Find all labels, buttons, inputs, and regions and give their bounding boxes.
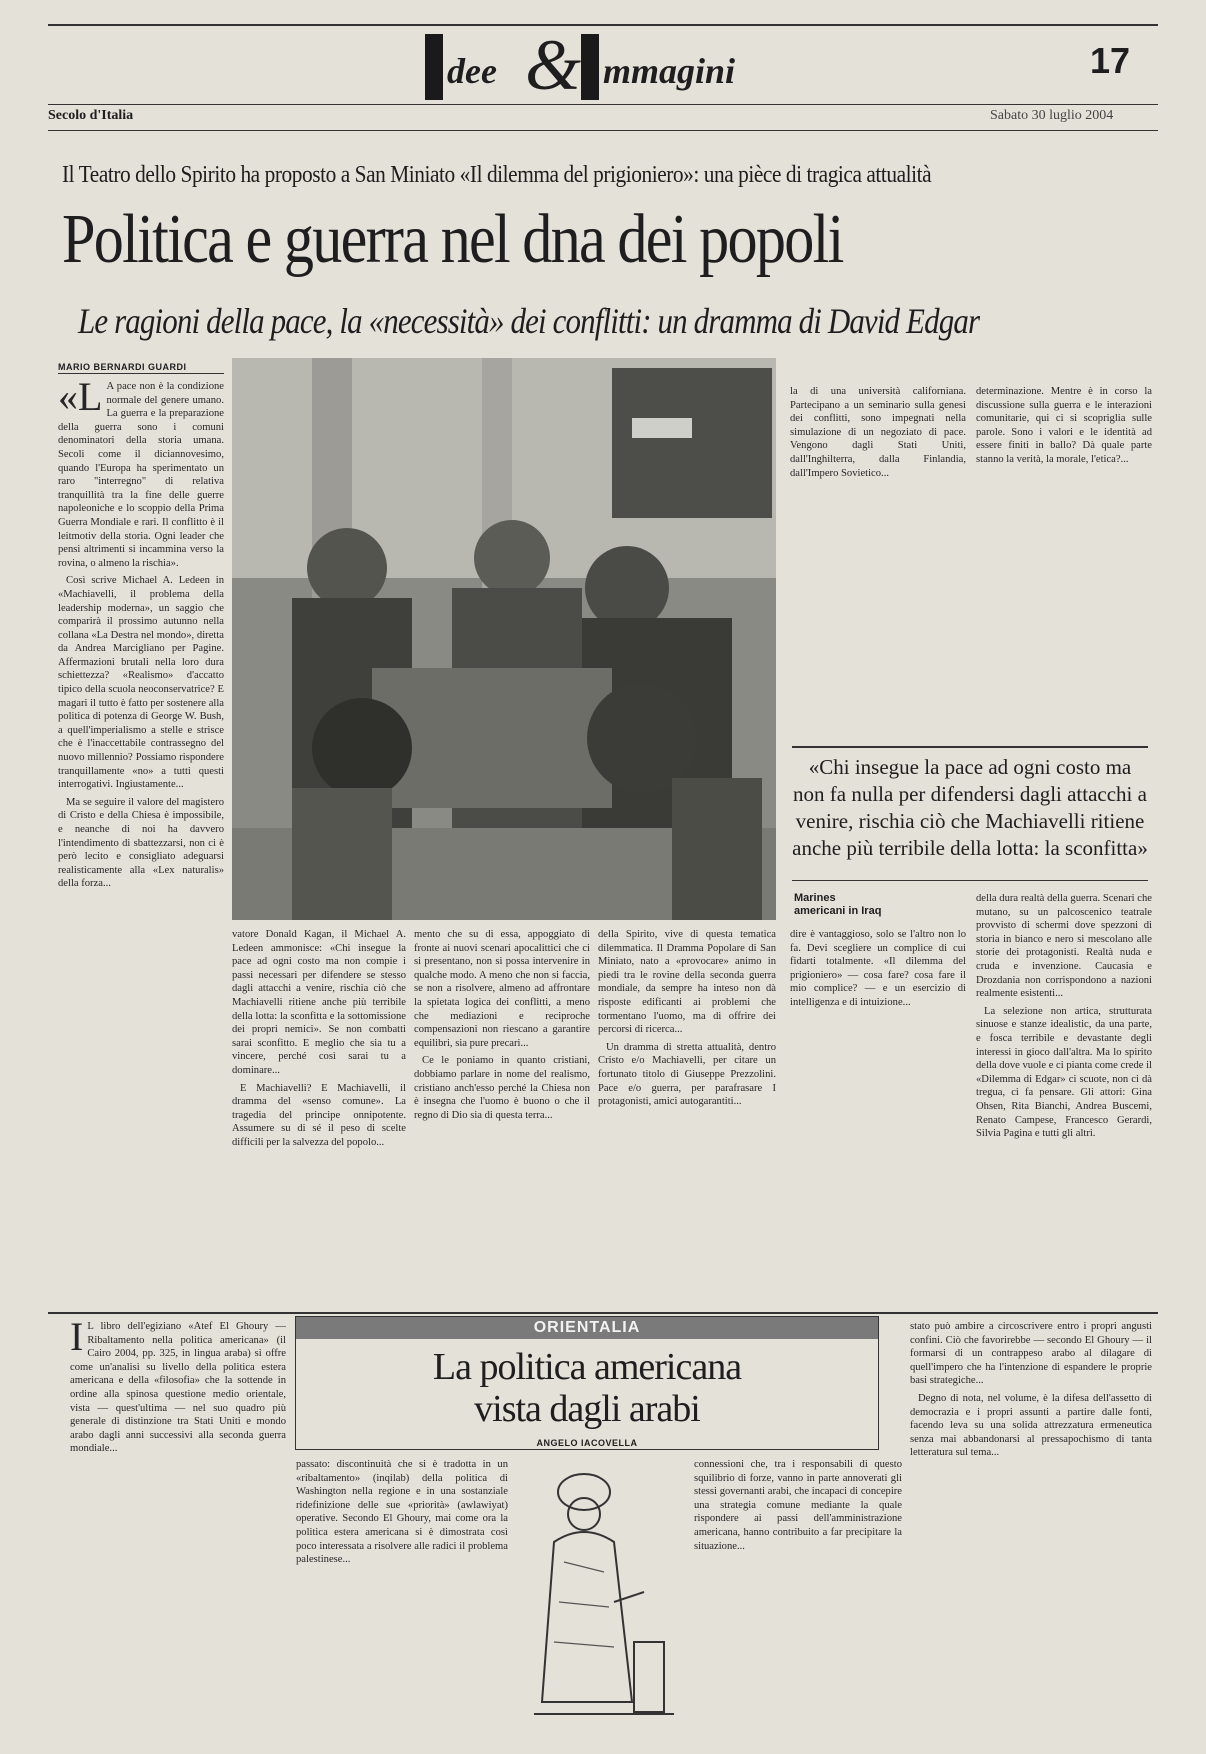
- sidebar-column-4: [910, 1320, 1152, 1740]
- photo-caption: Marines americani in Iraq: [794, 892, 882, 917]
- article-col3-para: mento che su di essa, appoggiato di fronte ai nuovi scenari apocalittici che ci si presentano, non si possa intervenire in qualche modo. A meno che non si faccia, se non a risolvere, almeno ad affrontare la spietata logica dei conflitti, a meno che mediazioni e reciproche compensazioni non riescano a garantire equilibri, sia pure precari...: [414, 929, 590, 1049]
- sidebar-col2-para: passato: discontinuità che si è tradotta in un «ribaltamento» (inqilab) della politica di Washington nella regione e in una sostanziale ridefinizione delle sue «priorità» (awlawiyat) operative. Secondo El Ghoury, mai come ora la politica estera americana si è dimostrata così poco interessata a risolvere alle radici il problema palestinese...: [296, 1459, 508, 1566]
- sidebar-byline: ANGELO IACOVELLA: [536, 1438, 638, 1448]
- orientalia-box: [295, 1316, 879, 1450]
- section-divider: [48, 1312, 1158, 1314]
- article-column-2: [232, 928, 406, 1308]
- sidebar-col4-para-b: Degno di nota, nel volume, è la difesa dell'assetto di democrazia e i propri assunti a partire dalle fonti, facendo leva su una solida attrezzatura ermeneutica senza mai abbandonarsi al pressapochismo di tanta letteratura sul tema...: [910, 1392, 1152, 1459]
- article-column-6b: [976, 892, 1152, 1308]
- soldiers-photo-illustration: [232, 358, 776, 920]
- article-col5-para-b: dire è vantaggioso, solo se l'altro non lo fa. Devi scegliere un complice di cui fidarti totalmente. «Il dilemma del prigioniero» — cosa fare? cosa fare il mio complice? — e un esercizio di intelligenza e di intuizione...: [790, 929, 966, 1008]
- sidebar-col4-para: stato può ambire a circoscrivere entro i propri angusti confini. Ciò che favorirebbe — secondo El Ghoury — il formarsi di un contrappeso arabo al dilagare di quell'impero che ha l'intenzione di espandere le proprie basi strategiche...: [910, 1321, 1152, 1387]
- date-rule: [48, 130, 1158, 131]
- sidebar-col1-para: L libro dell'egiziano «Atef El Ghoury — Ribaltamento nella politica americana» (il Cairo 2004, pp. 325, in lingua araba) si offre come un'analisi su livello della politica estera americana e della «filosofia» che la sottende in ordine alla spinosa questione medio orientale, vista — quest'ultima — nel suo quadro più generale di distinzione tra Stati Uniti e mondo arabo dagli anni successivi alla seconda guerra mondiale...: [70, 1321, 286, 1455]
- section-word-dee: dee: [447, 51, 497, 91]
- orientalia-label: ORIENTALIA: [533, 1319, 641, 1336]
- article-col6-para: determinazione. Mentre è in corso la discussione sulla guerra e le interazioni comunitarie, qui ci si scopriglia sulle parole. Sono i valori e le identità ad essere finiti in ballo? Dà quale parte stanno la verità, la morale, l'etica?...: [976, 386, 1152, 465]
- issue-date: Sabato 30 luglio 2004: [990, 108, 1114, 123]
- sidebar-dropcap: I: [70, 1320, 84, 1359]
- sidebar-column-3: [694, 1458, 902, 1740]
- section-ampersand: &: [525, 25, 582, 105]
- sidebar-col3-para: connessioni che, tra i responsabili di questo squilibrio di forze, vanno in parte annoverati gli stessi governanti arabi, che incapaci di concepire una strategia comune mediante la quale rispondere ai passi dell'amministrazione americana, hanno contribuito a far precipitare la situazione...: [694, 1459, 902, 1552]
- article-col1-para: A pace non è la condizione normale del genere umano. La guerra e la preparazione della guerra sono i comuni denominatori della storia umana. Secoli come il diciannovesimo, quando l'Europa ha sperimentato un raro "interregno" di relativa tranquillità tra la fine delle guerre napoleoniche e lo scoppio della Prima Guerra Mondiale e rari. Il conflitto è il leitmotiv della storia. Ogni leader che pensi altrimenti si incammina verso la rovina, o almeno la rischia».: [58, 381, 224, 569]
- sidebar-headline-2: vista dagli arabi: [474, 1388, 700, 1430]
- article-column-1: [58, 380, 224, 1310]
- scholar-illustration: [514, 1452, 684, 1738]
- article-column-6: [976, 385, 1152, 740]
- sidebar-column-1: [70, 1320, 286, 1740]
- article-subheadline: Le ragioni della pace, la «necessità» dei conflitti: un dramma di David Edgar: [78, 301, 980, 341]
- article-column-3: [414, 928, 590, 1308]
- section-word-mmagini: mmagini: [603, 51, 736, 91]
- pullquote-top-rule: [792, 746, 1148, 748]
- article-col1-para-b: Così scrive Michael A. Ledeen in «Machiavelli, il problema della leadership moderna», un saggio che comparirà il prossimo autunno nella collana «La Destra nel mondo», diretta da Andrea Marcigliano per Pagine. Affermazioni brutali nella loro dura schiettezza? «Realismo» d'accatto tipico della scuola neoconservatrice? E magari il tutto è fatto per sostenere alla politica di potenza di George W. Bush, a quell'imperialismo a stelle e strisce che è l'inaccettabile contrassegno del nuovo millennio? Possiamo rispondere tranquillamente «no» a tutti questi interrogativi. Ingiustamente...: [58, 575, 224, 791]
- article-col4-para-b: Un dramma di stretta attualità, dentro Cristo e/o Machiavelli, per citare un fortunato titolo di Giuseppe Prezzolini. Pace e/o guerra, per parafrasare I protagonisti, amici autogarantiti...: [598, 1041, 776, 1108]
- article-column-4: [598, 928, 776, 1308]
- article-col3-para-b: Ce le poniamo in quanto cristiani, dobbiamo parlare in nome del realismo, cristiano anch'esso perché la Chiesa non è insegna che l'uomo è buono o che il regno di Dio sia di questa terra...: [414, 1055, 590, 1121]
- sidebar-byline-wrap: [296, 1433, 878, 1451]
- pull-quote: «Chi insegue la pace ad ogni costo ma non fa nulla per difendersi dagli attacchi a venire, rischia ciò che Machiavelli ritiene anche più terribile della lotta: la sconfitta»: [792, 755, 1148, 860]
- dropcap: «L: [58, 380, 103, 419]
- article-column-5: [790, 385, 966, 740]
- section-title: [425, 25, 805, 105]
- pullquote-bottom-rule: [792, 880, 1148, 881]
- article-byline: MARIO BERNARDI GUARDI: [58, 362, 187, 372]
- paper-name: Secolo d'Italia: [48, 108, 134, 123]
- soldiers-photo: [232, 358, 776, 920]
- byline-rule: [58, 373, 224, 374]
- article-col4-para: della Spirito, vive di questa tematica dilemmatica. Il Dramma Popolare di San Miniato, nato a «provocare» animo in piedi tra le rovine della seconda guerra mondiale, da sempre ha inteso non dà risposte edificanti ai problemi che tormentano l'uomo, ma di offrire dei percorsi di ricerca...: [598, 929, 776, 1036]
- article-column-5b: [790, 928, 966, 1308]
- article-col5-para: la di una università californiana. Partecipano a un seminario sulla genesi dei conflitti, sono impegnati nella simulazione di un negoziato di pace. Vengono dagli Stati Uniti, dall'Inghilterra, dalla Finlandia, dall'Impero Sovietico...: [790, 386, 966, 479]
- article-col2-para: vatore Donald Kagan, il Michael A. Ledeen ammonisce: «Chi insegue la pace ad ogni costo ma non compie i passi necessari per difendere se stesso dagli attacchi a venire, rischia ciò che Machiavelli ritiene anche più terribile della lotta: la sconfitta e la sottomissione dei propri nemici». Se non combatti sarai sconfitto. E meglio che sia tu a vincere, perché così sarai tu a dominare...: [232, 929, 406, 1076]
- article-col6-para-c: La selezione non artica, strutturata sinuose e stanze idealistic, da una parte, e fosca terribile e devastante degli interessi in gioco dall'altra. Ma lo spirito della dove vuole e ci pianta come crede il «Dilemma di Edgar» ci scuote, non ci dà tregua, ci fa pensare. Gli attori: Gina Ohsen, Rita Bianchi, Andrea Buscemi, Renato Campese, Francesco Gerardi, Silvia Pagina e tutti gli altri.: [976, 1005, 1152, 1140]
- article-kicker: Il Teatro dello Spirito ha proposto a San Miniato «Il dilemma del prigioniero»: una pièce di tragica attualità: [62, 162, 932, 188]
- sidebar-headline-1: La politica americana: [432, 1346, 742, 1388]
- scholar-illustration-svg: [514, 1452, 684, 1738]
- article-col1-para-c: Ma se seguire il valore del magistero di Cristo e della Chiesa è impossibile, e neanche di noi ha davvero l'intendimento di sbattezzarsi, non ci è però lecito e consigliato adeguarsi realisticamente alla «Lex naturalis» della forza...: [58, 796, 224, 890]
- article-headline: Politica e guerra nel dna dei popoli: [62, 201, 843, 278]
- masthead-rule: [48, 104, 1158, 105]
- sidebar-column-2: [296, 1458, 508, 1740]
- section-bar-i2: [581, 34, 599, 100]
- top-rule: [48, 24, 1158, 26]
- page-number: 17: [1090, 40, 1131, 81]
- article-col6-para-b: della dura realtà della guerra. Scenari che mutano, su un palcoscenico teatrale provvisto di schermi dove spezzoni di storia in bianco e nero si mescolano alle storie dei protagonisti. Realtà nuda e cruda e invenzione. Caucasia e Drozdania non corrispondono a nazioni realmente esistenti...: [976, 893, 1152, 1000]
- section-bar-i: [425, 34, 443, 100]
- article-col2-para-b: E Machiavelli? E Machiavelli, il dramma del «senso comune». La tragedia del principe onnipotente. Assumere su di sé il peso di scelte difficili per la salvezza del popolo...: [232, 1082, 406, 1148]
